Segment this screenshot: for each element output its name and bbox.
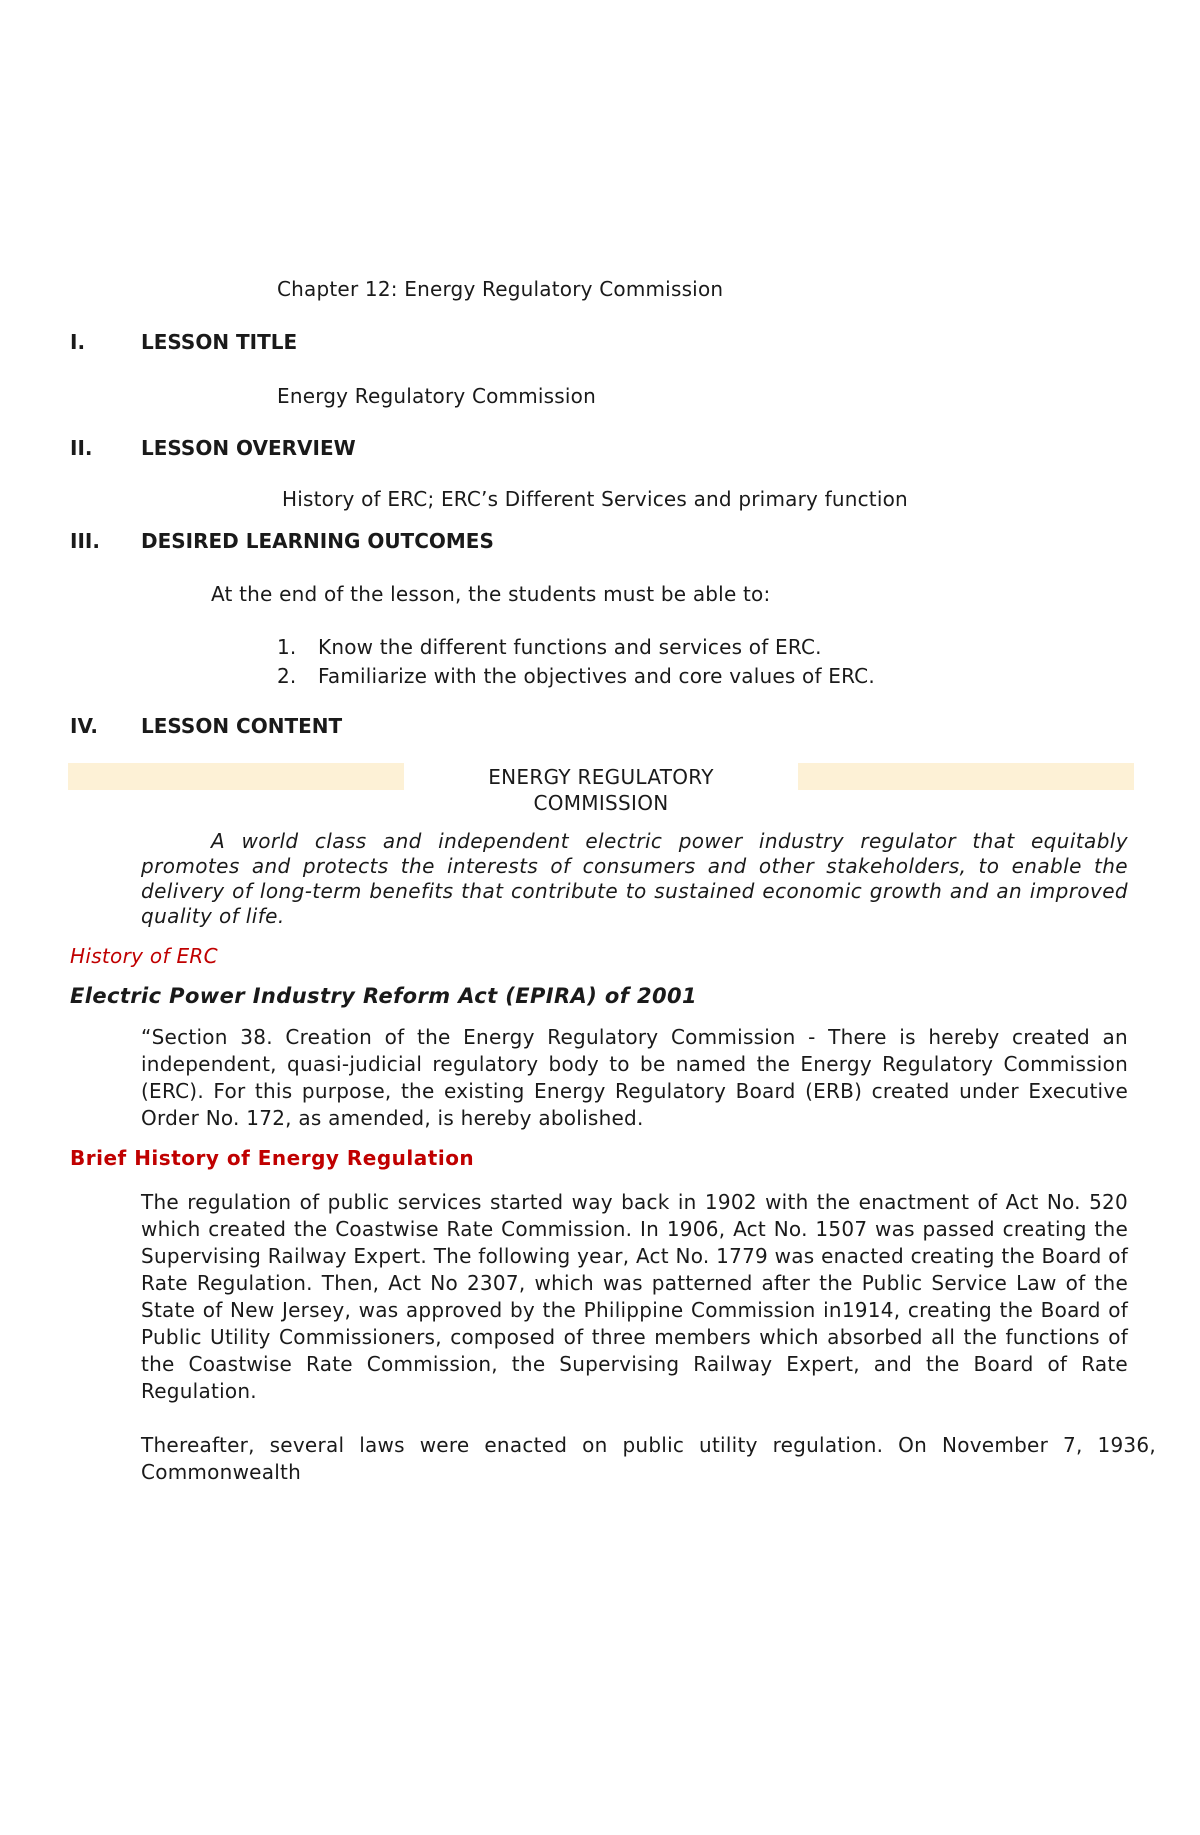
- brief-history-paragraph-1: The regulation of public services started way back in 1902 with the enactment of Act No. 520 which created the Coastwise Rate Commission. In 1906, Act No. 1507 was passed creating the Supervising Railway Expert. The following year, Act No. 1779 was enacted creating the Board of Rate Regulation. Then, Act No 2307, which was patterned after the Public Service Law of the State of New Jersey, was approved by the Philippine Commission in1914, creating the Board of Public Utility Commissioners, composed of three members which absorbed all the functions of the Coastwise Rate Commission, the Supervising Railway Expert, and the Board of Rate Regulation.: [141, 1190, 1128, 1403]
- section-numeral-3: III.: [70, 529, 100, 553]
- section-numeral-2: II.: [70, 436, 93, 460]
- section-title-lesson-overview: LESSON OVERVIEW: [141, 436, 356, 460]
- outcome-text: Know the different functions and services of ERC.: [318, 635, 822, 659]
- section-numeral-1: I.: [70, 330, 86, 354]
- banner-band-left: [68, 763, 404, 790]
- learning-outcomes-intro: At the end of the lesson, the students must be able to:: [211, 582, 771, 606]
- banner-band-right: [798, 763, 1134, 790]
- banner-title: [404, 764, 798, 816]
- section38-paragraph: “Section 38. Creation of the Energy Regulatory Commission - There is hereby created an independent, quasi-judicial regulatory body to be named the Energy Regulatory Commission (ERC). For this purpose, the existing Energy Regulatory Board (ERB) created under Executive Order No. 172, as amended, is hereby abolished.: [141, 1025, 1128, 1130]
- vision-statement: A world class and independent electric power industry regulator that equitably promotes and protects the interests of consumers and other stakeholders, to enable the delivery of long-term benefits that contribute to sustained economic growth and an improved quality of life.: [141, 829, 1128, 928]
- epira-heading: Electric Power Industry Reform Act (EPIRA) of 2001: [70, 984, 698, 1008]
- outcome-number: 2.: [277, 664, 297, 688]
- banner-title-line2: COMMISSION: [533, 791, 669, 815]
- history-heading: History of ERC: [70, 944, 218, 968]
- section-title-lesson-title: LESSON TITLE: [141, 330, 298, 354]
- outcome-number: 1.: [277, 635, 297, 659]
- section-numeral-4: IV.: [70, 714, 98, 738]
- section-title-lesson-content: LESSON CONTENT: [141, 714, 343, 738]
- brief-history-paragraph-2: Thereafter, several laws were enacted on public utility regulation. On November 7, 1936, Commonwealth: [141, 1433, 1156, 1484]
- chapter-title: Chapter 12: Energy Regulatory Commission: [277, 277, 724, 301]
- banner-title-line1: ENERGY REGULATORY: [488, 765, 714, 789]
- brief-history-heading: Brief History of Energy Regulation: [70, 1146, 475, 1170]
- section-title-learning-outcomes: DESIRED LEARNING OUTCOMES: [141, 529, 494, 553]
- outcome-text: Familiarize with the objectives and core values of ERC.: [318, 664, 875, 688]
- lesson-title-value: Energy Regulatory Commission: [277, 384, 596, 408]
- lesson-overview-value: History of ERC; ERC’s Different Services and primary function: [282, 487, 908, 511]
